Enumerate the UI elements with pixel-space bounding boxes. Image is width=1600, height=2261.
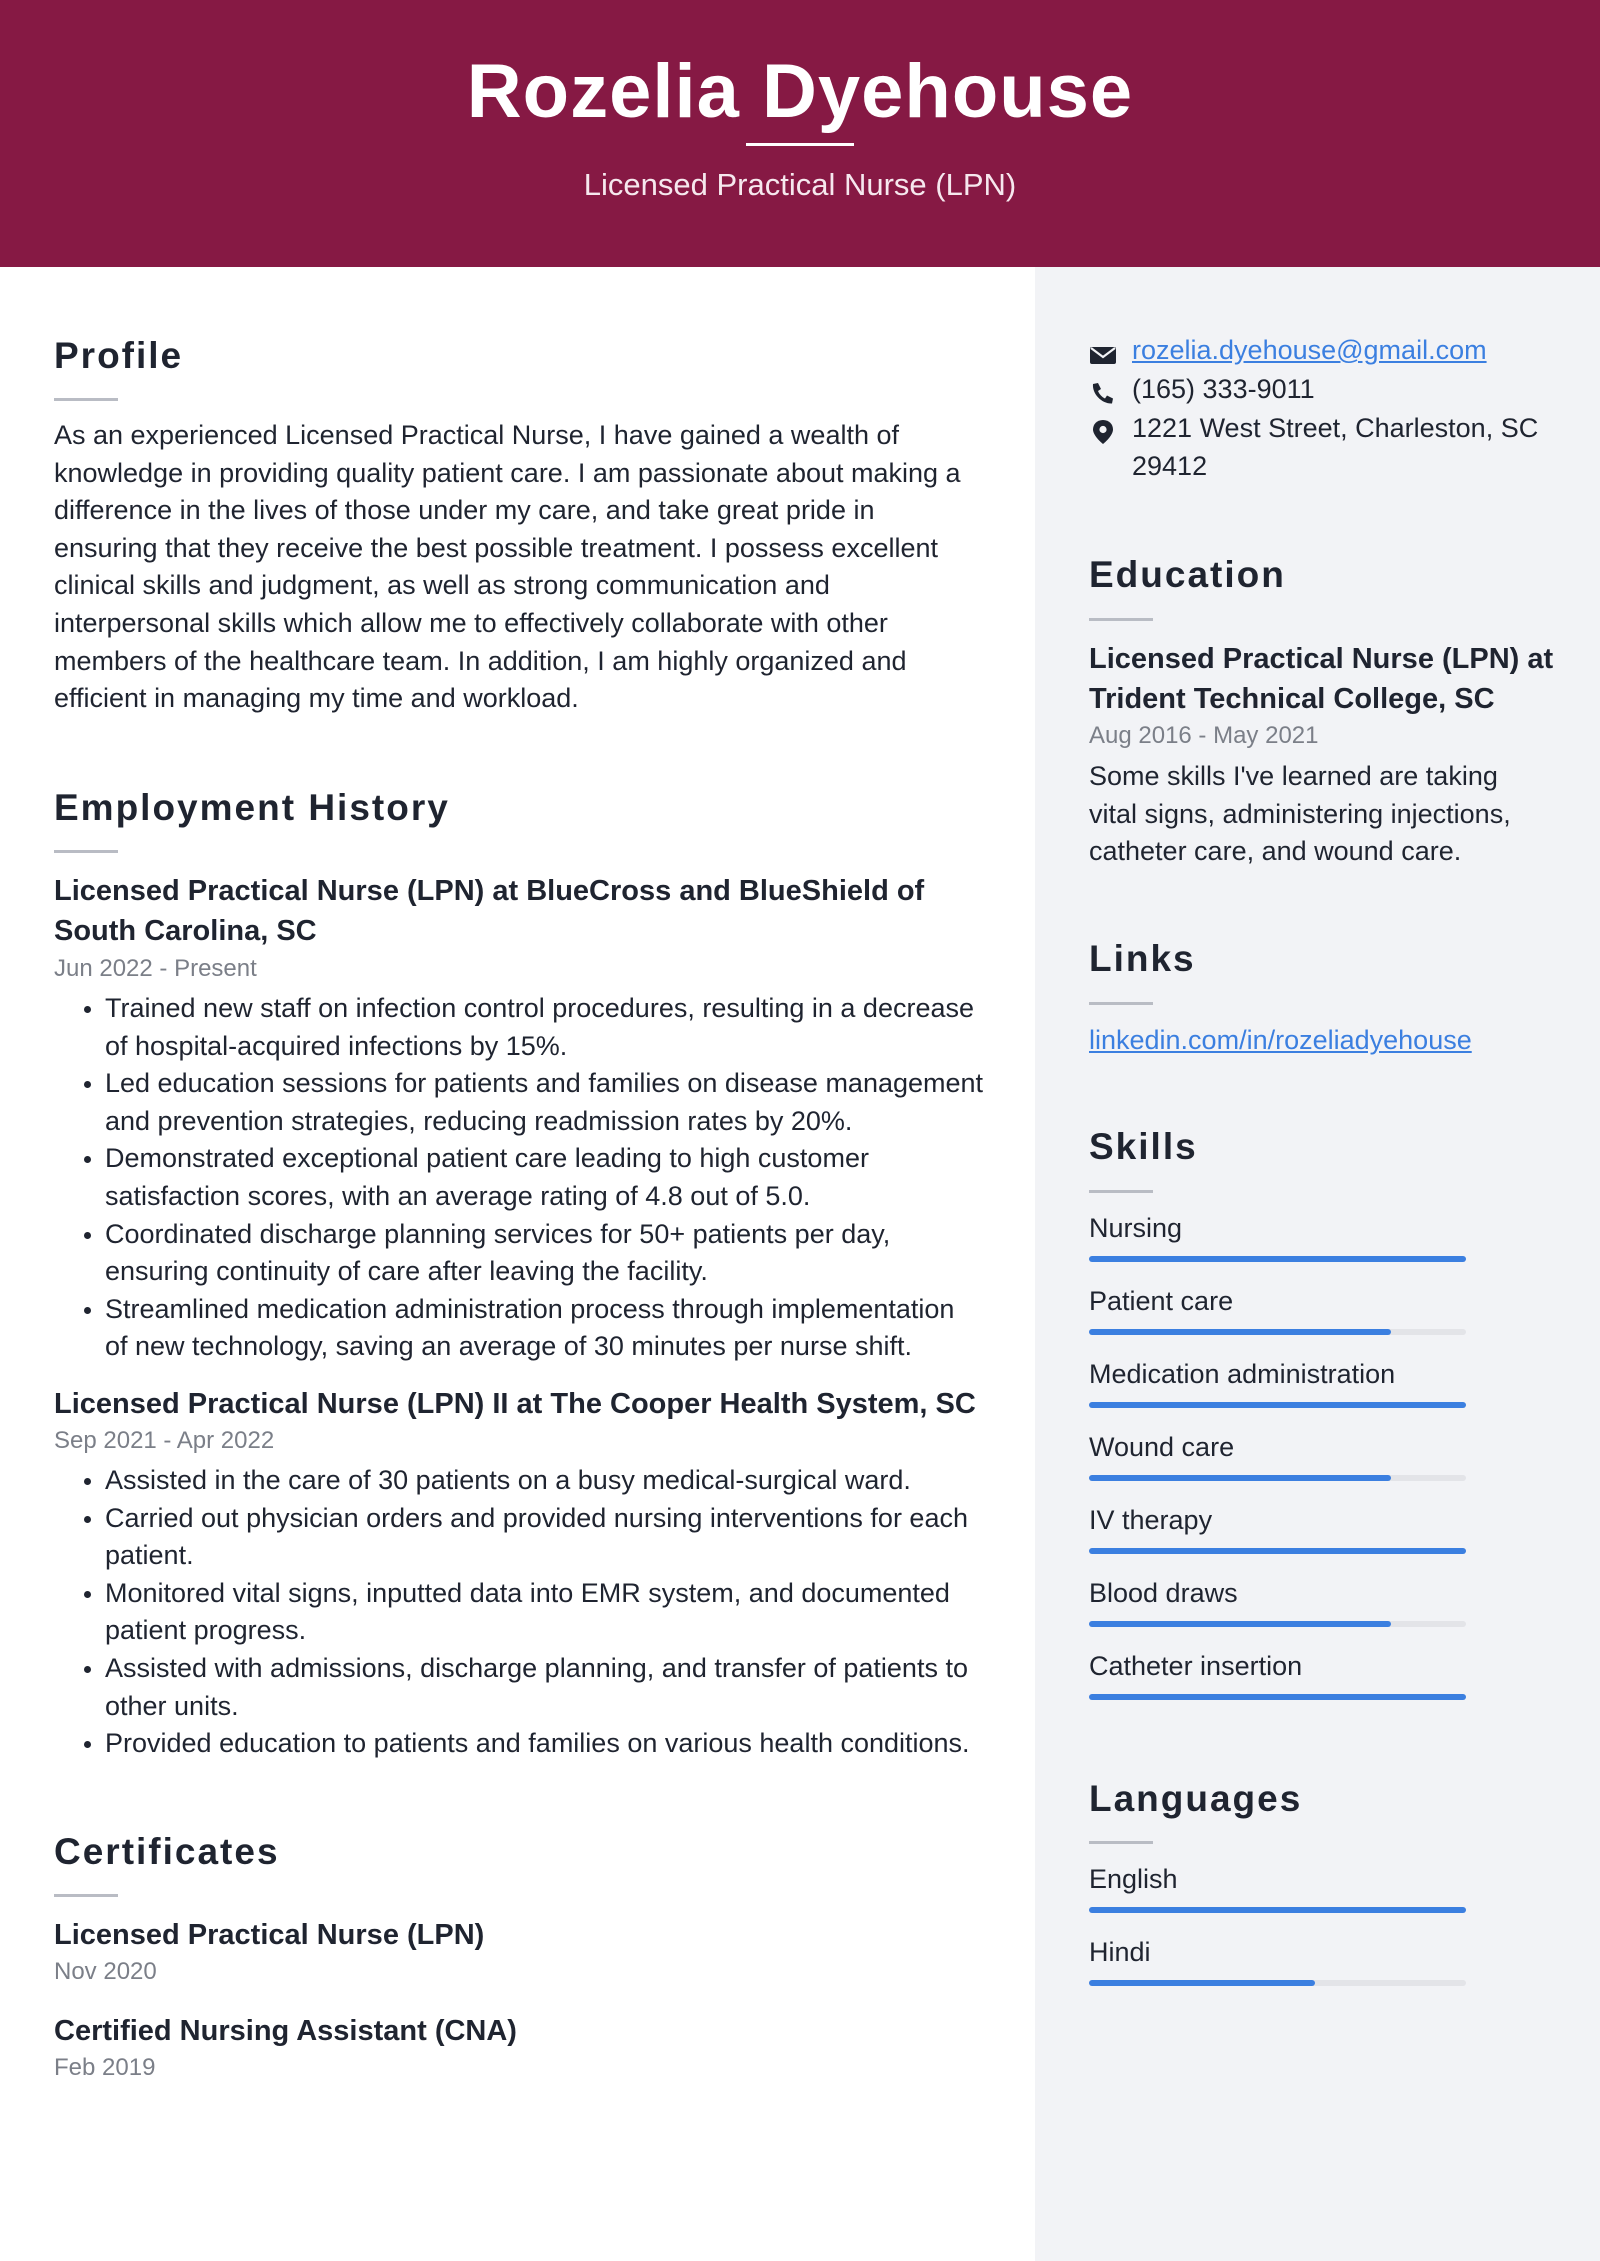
- resume-header: [0, 0, 1600, 267]
- certificate-name: Certified Nursing Assistant (CNA): [54, 2015, 517, 2047]
- list-item: Led education sessions for patients and families on disease management and prevention strategies, reducing readmission rates by 20%.: [54, 1065, 984, 1140]
- address: 1221 West Street, Charleston, SC 29412: [1132, 413, 1539, 481]
- location-pin-icon: [1089, 418, 1117, 442]
- employment-heading-rule: [54, 850, 118, 853]
- list-item: Demonstrated exceptional patient care leading to high customer satisfaction scores, with an average rating of 4.8 out of 5.0.: [54, 1140, 984, 1215]
- skill-level-fill: [1089, 1329, 1391, 1335]
- languages-heading: Languages: [1089, 1778, 1303, 1819]
- skill-label: Hindi: [1089, 1937, 1151, 1967]
- skill-level-fill: [1089, 1475, 1391, 1481]
- skill-level-fill: [1089, 1694, 1466, 1700]
- list-item: Provided education to patients and families on various health conditions.: [54, 1725, 984, 1763]
- certificate-date: Feb 2019: [54, 2054, 156, 2081]
- skills-heading: Skills: [1089, 1126, 1198, 1167]
- skill-level-bar: [1089, 1694, 1466, 1700]
- profile-text: As an experienced Licensed Practical Nurse, I have gained a wealth of knowledge in providing quality patient care. I am passionate about making a difference in the lives of those under my care, and take great pride in ensuring that they receive the best possible treatment. I possess excellent clinical skills and judgment, as well as strong communication and interpersonal skills which allow me to effectively collaborate with other members of the healthcare team. In addition, I am highly organized and efficient in managing my time and workload.: [54, 420, 961, 714]
- education-heading-rule: [1089, 618, 1153, 621]
- envelope-icon: [1089, 340, 1117, 364]
- languages-heading-rule: [1089, 1841, 1153, 1844]
- skill-label: Nursing: [1089, 1213, 1183, 1243]
- skill-level-fill: [1089, 1402, 1466, 1408]
- job-bullets: [54, 1462, 984, 1763]
- skill-level-bar: [1089, 1980, 1466, 1986]
- links-heading-rule: [1089, 1002, 1153, 1005]
- profile-heading: Profile: [54, 335, 184, 376]
- profile-heading-rule: [54, 398, 118, 401]
- skill-level-bar: [1089, 1402, 1466, 1408]
- skill-label: Patient care: [1089, 1286, 1234, 1316]
- list-item: Carried out physician orders and provided nursing interventions for each patient.: [54, 1500, 984, 1575]
- job-title: Licensed Practical Nurse (LPN) at BlueCross and BlueShield of South Carolina, SC: [54, 875, 925, 947]
- education-dates: Aug 2016 - May 2021: [1089, 722, 1319, 749]
- job-title: Licensed Practical Nurse (LPN) II at The Cooper Health System, SC: [54, 1388, 976, 1420]
- skill-label: IV therapy: [1089, 1505, 1213, 1535]
- candidate-name: Rozelia Dyehouse: [466, 49, 1134, 134]
- linkedin-link[interactable]: linkedin.com/in/rozeliadyehouse: [1089, 1025, 1472, 1055]
- skill-label: English: [1089, 1864, 1178, 1894]
- skill-level-bar: [1089, 1621, 1466, 1627]
- list-item: Assisted in the care of 30 patients on a busy medical-surgical ward.: [54, 1462, 984, 1500]
- skill-level-bar: [1089, 1475, 1466, 1481]
- email-link[interactable]: rozelia.dyehouse@gmail.com: [1132, 335, 1487, 365]
- education-degree: Licensed Practical Nurse (LPN) at Trident Technical College, SC: [1089, 643, 1554, 715]
- education-heading: Education: [1089, 554, 1286, 595]
- skill-level-bar: [1089, 1256, 1466, 1262]
- name-underline: [746, 143, 854, 146]
- list-item: Streamlined medication administration process through implementation of new technology, saving an average of 30 minutes per nurse shift.: [54, 1291, 984, 1366]
- phone-icon: [1089, 379, 1117, 403]
- skill-level-bar: [1089, 1548, 1466, 1554]
- certificate-date: Nov 2020: [54, 1958, 157, 1985]
- skill-level-fill: [1089, 1980, 1315, 1986]
- job-title-subtitle: Licensed Practical Nurse (LPN): [583, 167, 1017, 202]
- certificate-name: Licensed Practical Nurse (LPN): [54, 1919, 485, 1951]
- list-item: Assisted with admissions, discharge planning, and transfer of patients to other units.: [54, 1650, 984, 1725]
- skill-label: Blood draws: [1089, 1578, 1238, 1608]
- phone-number: (165) 333-9011: [1132, 374, 1315, 404]
- skill-label: Medication administration: [1089, 1359, 1396, 1389]
- list-item: Coordinated discharge planning services for 50+ patients per day, ensuring continuity of care after leaving the facility.: [54, 1216, 984, 1291]
- employment-heading: Employment History: [54, 787, 450, 828]
- education-description: Some skills I've learned are taking vital signs, administering injections, catheter care, and wound care.: [1089, 761, 1511, 867]
- skill-level-fill: [1089, 1907, 1466, 1913]
- job-dates: Jun 2022 - Present: [54, 955, 257, 982]
- skill-level-fill: [1089, 1256, 1466, 1262]
- links-heading: Links: [1089, 938, 1196, 979]
- skill-level-bar: [1089, 1907, 1466, 1913]
- skill-label: Wound care: [1089, 1432, 1235, 1462]
- skill-level-fill: [1089, 1621, 1391, 1627]
- certificates-heading-rule: [54, 1894, 118, 1897]
- job-dates: Sep 2021 - Apr 2022: [54, 1427, 275, 1454]
- skills-heading-rule: [1089, 1190, 1153, 1193]
- skill-label: Catheter insertion: [1089, 1651, 1303, 1681]
- list-item: Trained new staff on infection control procedures, resulting in a decrease of hospital-acquired infections by 15%.: [54, 990, 984, 1065]
- list-item: Monitored vital signs, inputted data into EMR system, and documented patient progress.: [54, 1575, 984, 1650]
- skill-level-fill: [1089, 1548, 1466, 1554]
- certificates-heading: Certificates: [54, 1831, 280, 1872]
- job-bullets: [54, 990, 984, 1366]
- skill-level-bar: [1089, 1329, 1466, 1335]
